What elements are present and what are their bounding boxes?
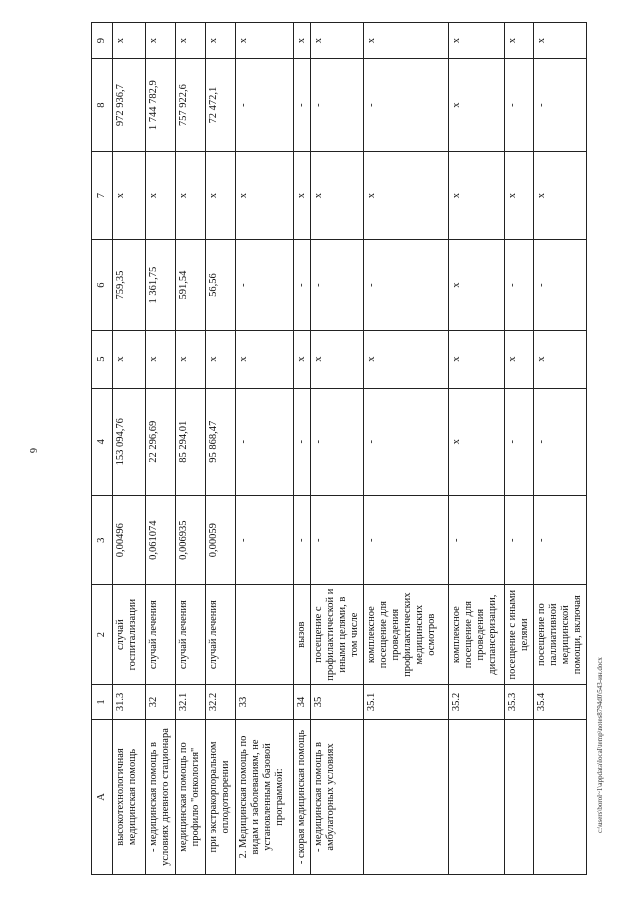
row-label [505,720,534,875]
header-cell: 8 [92,59,113,152]
header-cell: 5 [92,330,113,388]
value-cell: х [236,152,294,240]
header-cell: 6 [92,240,113,331]
row-label: высокотехнологичная медицинская помощь [113,720,146,875]
table-row [176,23,206,875]
value-cell: 85 294,01 [176,388,206,495]
table-row [294,23,311,875]
value-cell: - [505,388,534,495]
table-row [206,23,236,875]
value-cell: - [364,59,449,152]
row-label [364,720,449,875]
value-cell: х [449,388,505,495]
value-cell: х [534,330,587,388]
value-cell: х [146,330,176,388]
value-cell: х [449,152,505,240]
value-cell: 95 868,47 [206,388,236,495]
value-cell: х [364,152,449,240]
value-cell: х [505,330,534,388]
value-cell: х [294,152,311,240]
value-cell: - [294,240,311,331]
table-row [534,23,587,875]
value-cell: - [311,388,364,495]
value-cell: 0,00496 [113,496,146,585]
header-cell: 4 [92,388,113,495]
unit-cell: случай госпитализации [113,585,146,685]
row-label: - медицинская помощь в амбулаторных условиях [311,720,364,875]
row-number: 32.1 [176,684,206,719]
unit-cell: случай лечения [206,585,236,685]
row-label: медицинская помощь по профилю "онкология" [176,720,206,875]
value-cell: - [534,388,587,495]
value-cell: - [505,59,534,152]
value-cell: х [449,23,505,59]
value-cell: х [294,330,311,388]
value-cell: - [449,496,505,585]
value-cell: х [505,23,534,59]
page-number: 6 [27,448,38,453]
row-number: 31.3 [113,684,146,719]
value-cell: х [294,23,311,59]
unit-cell: посещение по паллиативной медицинской помощи, включая [534,585,587,685]
row-number: 35.3 [505,684,534,719]
value-cell: - [311,496,364,585]
value-cell: - [364,388,449,495]
unit-cell: посещение с профилактической и иными целями, в том числе [311,585,364,685]
value-cell: х [113,330,146,388]
value-cell: - [534,496,587,585]
value-cell: 22 296,69 [146,388,176,495]
value-cell: - [364,496,449,585]
value-cell: х [176,152,206,240]
value-cell: х [206,330,236,388]
value-cell: х [113,152,146,240]
value-cell: 0,061074 [146,496,176,585]
unit-cell: случай лечения [176,585,206,685]
row-number: 35.4 [534,684,587,719]
value-cell: х [364,23,449,59]
value-cell: 56,56 [206,240,236,331]
value-cell: - [236,388,294,495]
value-cell: х [449,330,505,388]
value-cell: - [364,240,449,331]
row-label: 2. Медицинская помощь по видам и заболеваниям, не установленным базовой программой: [236,720,294,875]
value-cell: х [449,59,505,152]
header-cell: 3 [92,496,113,585]
value-cell: - [534,59,587,152]
value-cell: х [146,152,176,240]
table-row [311,23,364,875]
value-cell: - [311,59,364,152]
unit-cell: комплексное посещение для проведения профилактических медицинских осмотров [364,585,449,685]
unit-cell: комплексное посещение для проведения диспансеризации, [449,585,505,685]
header-cell: 7 [92,152,113,240]
value-cell: 153 094,76 [113,388,146,495]
table-row [113,23,146,875]
value-cell: - [236,240,294,331]
value-cell: х [311,23,364,59]
row-label: - медицинская помощь в условиях дневного стационара [146,720,176,875]
value-cell: 591,54 [176,240,206,331]
value-cell: х [236,23,294,59]
value-cell: 972 936,7 [113,59,146,152]
rotated-table-wrapper [91,22,583,875]
row-label [449,720,505,875]
value-cell: х [534,23,587,59]
value-cell: - [311,240,364,331]
value-cell: х [176,23,206,59]
value-cell: - [505,496,534,585]
value-cell: - [236,59,294,152]
value-cell: - [294,496,311,585]
row-number: 33 [236,684,294,719]
row-label [534,720,587,875]
value-cell: х [449,240,505,331]
table-row [505,23,534,875]
value-cell: 759,35 [113,240,146,331]
unit-cell: посещение с иными целями [505,585,534,685]
value-cell: х [534,152,587,240]
value-cell: - [505,240,534,331]
value-cell: - [534,240,587,331]
row-number: 35.1 [364,684,449,719]
table-row [364,23,449,875]
table-row [146,23,176,875]
table-header-row [92,23,113,875]
value-cell: х [146,23,176,59]
value-cell: х [113,23,146,59]
unit-cell: вызов [294,585,311,685]
value-cell: 0,006935 [176,496,206,585]
row-number: 32.2 [206,684,236,719]
value-cell: 1 361,75 [146,240,176,331]
value-cell: - [294,59,311,152]
row-label: при экстракорпоральном оплодотворении [206,720,236,875]
unit-cell [236,585,294,685]
financing-table [91,22,587,875]
header-cell: 9 [92,23,113,59]
table-row [236,23,294,875]
footer-file-path: c:\users\borol~1\appdata\local\temp\notes8794d0\543-ин.docx [596,657,604,833]
value-cell: х [311,152,364,240]
value-cell: х [505,152,534,240]
unit-cell: случай лечения [146,585,176,685]
header-cell: 1 [92,684,113,719]
value-cell: х [206,152,236,240]
row-number: 35 [311,684,364,719]
value-cell: х [236,330,294,388]
row-number: 32 [146,684,176,719]
value-cell: 757 922,6 [176,59,206,152]
value-cell: х [206,23,236,59]
row-number: 35.2 [449,684,505,719]
header-cell: 2 [92,585,113,685]
table-row [449,23,505,875]
value-cell: 0,00059 [206,496,236,585]
header-cell: А [92,720,113,875]
value-cell: х [176,330,206,388]
value-cell: х [311,330,364,388]
value-cell: 72 472,1 [206,59,236,152]
value-cell: 1 744 782,9 [146,59,176,152]
row-number: 34 [294,684,311,719]
row-label: - скорая медицинская помощь [294,720,311,875]
value-cell: х [364,330,449,388]
value-cell: - [236,496,294,585]
value-cell: - [294,388,311,495]
